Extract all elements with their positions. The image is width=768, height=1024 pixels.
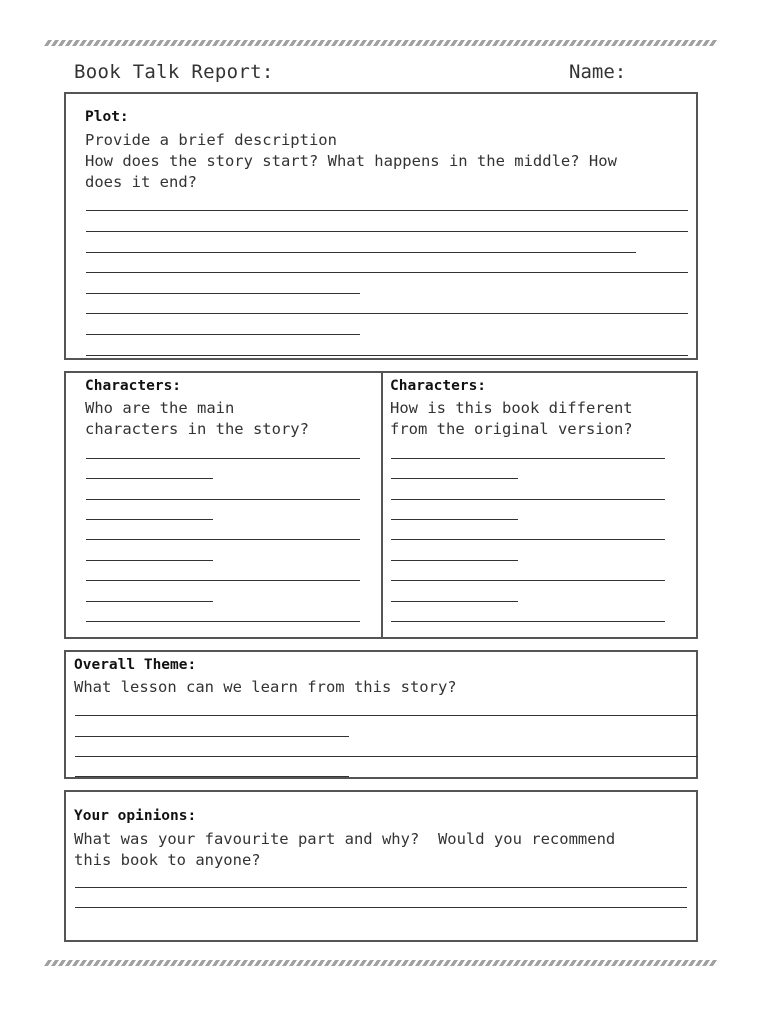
- writing-line[interactable]: [86, 519, 213, 520]
- writing-line[interactable]: [75, 715, 698, 716]
- theme-section: [64, 650, 698, 779]
- plot-section: [64, 92, 698, 360]
- theme-prompt: What lesson can we learn from this story?: [74, 678, 457, 696]
- bottom-dashed-rule: [44, 960, 720, 966]
- writing-line[interactable]: [391, 499, 665, 500]
- top-dashed-rule: [44, 40, 720, 46]
- plot-prompt: Provide a brief description How does the story start? What happens in the middle? How does it end?: [85, 131, 617, 191]
- page-title: Book Talk Report:: [74, 61, 274, 83]
- plot-heading: Plot:: [85, 109, 129, 125]
- theme-heading: Overall Theme:: [74, 657, 197, 673]
- writing-line[interactable]: [86, 499, 360, 500]
- writing-line[interactable]: [86, 478, 213, 479]
- opinions-section: [64, 790, 698, 942]
- writing-line[interactable]: [86, 272, 688, 273]
- opinions-prompt: What was your favourite part and why? Would you recommend this book to anyone?: [74, 830, 616, 869]
- writing-line[interactable]: [75, 776, 349, 777]
- writing-line[interactable]: [86, 458, 360, 459]
- writing-line[interactable]: [75, 756, 698, 757]
- writing-line[interactable]: [86, 293, 360, 294]
- writing-line[interactable]: [391, 560, 518, 561]
- writing-line[interactable]: [86, 210, 688, 211]
- writing-line[interactable]: [86, 252, 636, 253]
- writing-line[interactable]: [86, 601, 213, 602]
- writing-line[interactable]: [86, 539, 360, 540]
- writing-line[interactable]: [75, 887, 687, 888]
- writing-line[interactable]: [391, 580, 665, 581]
- writing-line[interactable]: [86, 580, 360, 581]
- writing-line[interactable]: [391, 478, 518, 479]
- writing-line[interactable]: [391, 519, 518, 520]
- writing-line[interactable]: [391, 621, 665, 622]
- writing-line[interactable]: [391, 458, 665, 459]
- writing-line[interactable]: [391, 601, 518, 602]
- opinions-heading: Your opinions:: [74, 808, 197, 824]
- characters-section: [64, 371, 698, 639]
- writing-line[interactable]: [86, 334, 360, 335]
- name-label: Name:: [569, 61, 627, 83]
- writing-line[interactable]: [86, 355, 688, 356]
- characters-right-heading: Characters:: [390, 378, 487, 394]
- writing-line[interactable]: [86, 560, 213, 561]
- writing-line[interactable]: [75, 736, 349, 737]
- characters-left-prompt: Who are the main characters in the story?: [85, 399, 309, 438]
- writing-line[interactable]: [86, 621, 360, 622]
- writing-line[interactable]: [86, 313, 688, 314]
- column-divider: [381, 373, 383, 637]
- characters-left-heading: Characters:: [85, 378, 182, 394]
- writing-line[interactable]: [75, 907, 687, 908]
- writing-line[interactable]: [391, 539, 665, 540]
- characters-right-prompt: How is this book different from the original version?: [390, 399, 633, 438]
- writing-line[interactable]: [86, 231, 688, 232]
